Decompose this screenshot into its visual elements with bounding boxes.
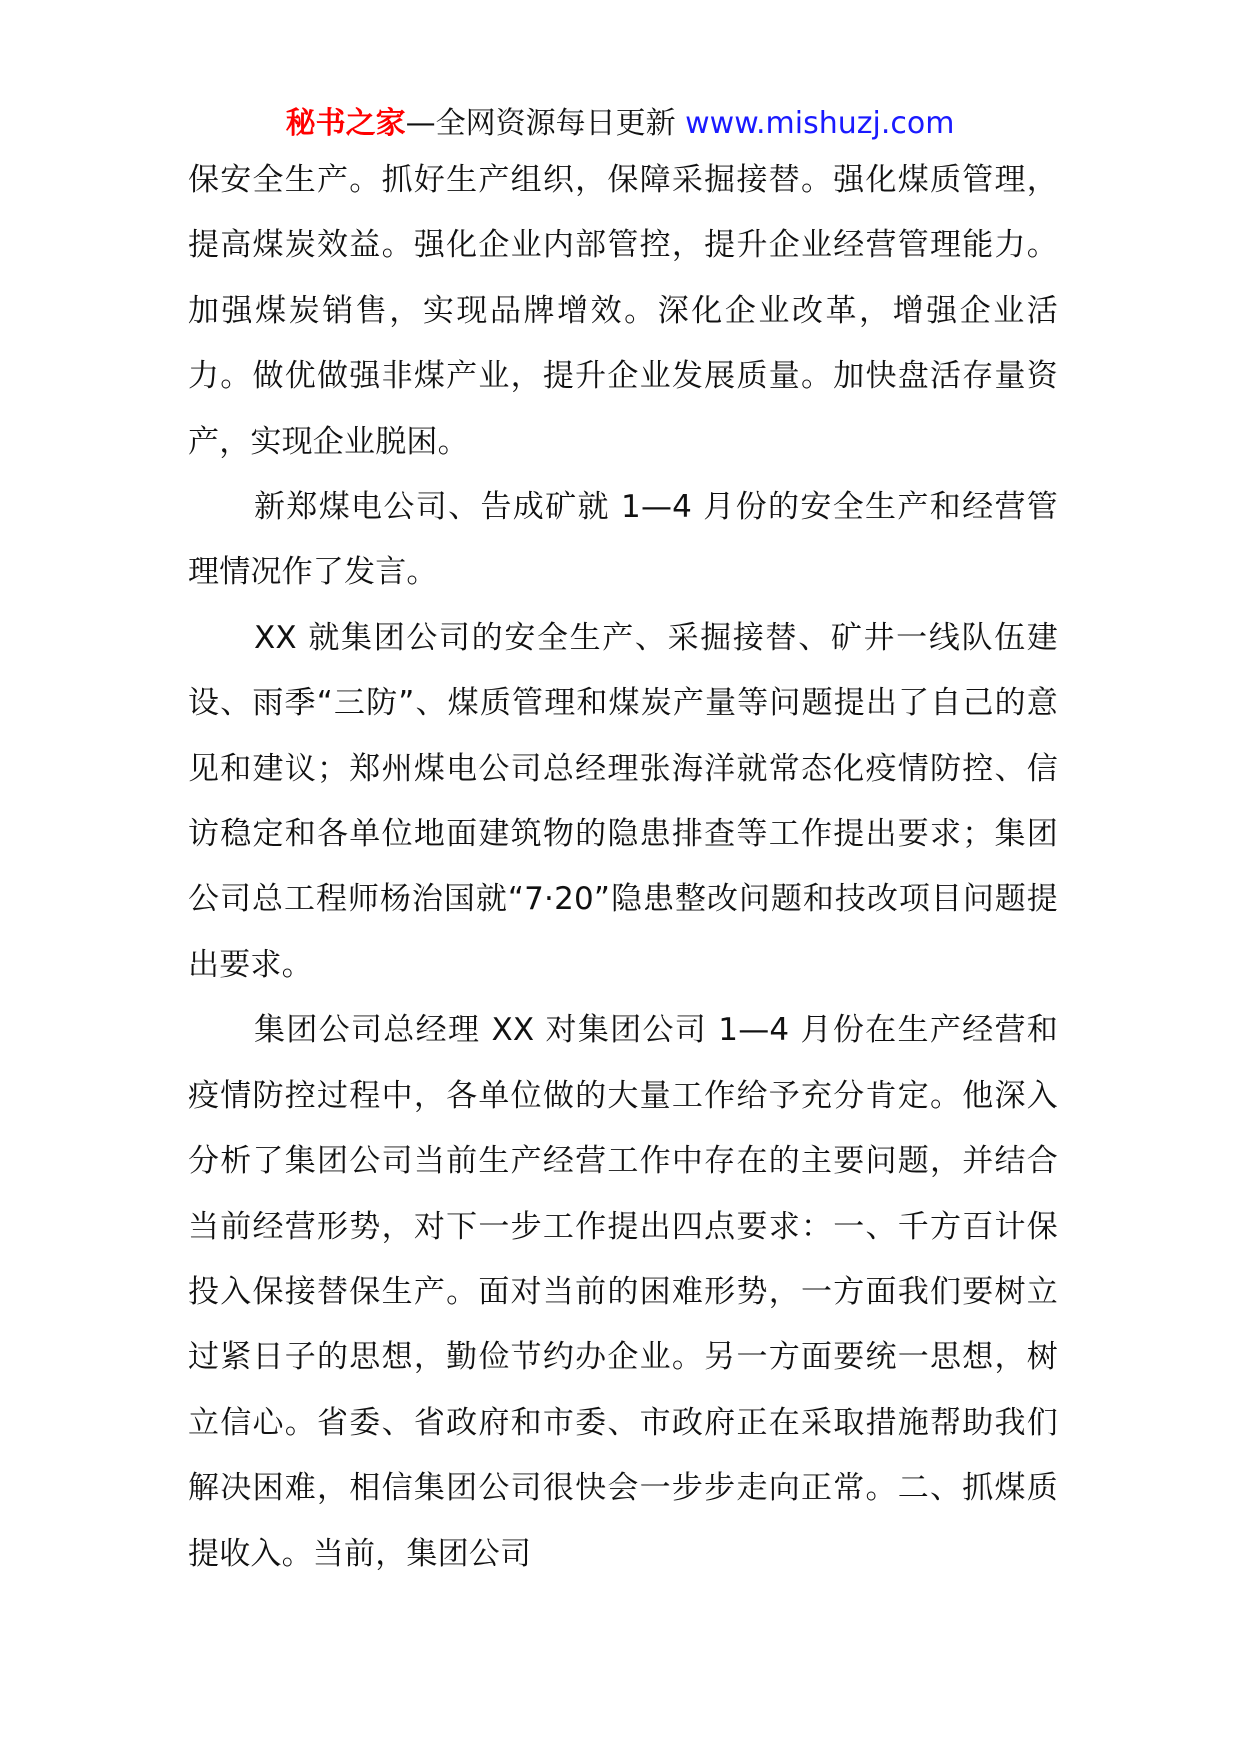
paragraph-opinions: XX 就集团公司的安全生产、采掘接替、矿井一线队伍建设、雨季“三防”、煤质管理和煤炭产量等问题提出了自己的意见和建议；郑州煤电公司总经理张海洋就常态化疫情防控、信访稳定和各单位地面建筑物的隐患排查等工作提出要求；集团公司总工程师杨治国就“7·20”隐患整改问题和技改项目问题提出要求。 [188,619,1058,983]
document-body [188,148,1058,1587]
site-url-link[interactable]: www.mishuzj.com [685,106,955,141]
paragraph-continuation: 保安全生产。抓好生产组织，保障采掘接替。强化煤质管理，提高煤炭效益。强化企业内部管控，提升企业经营管理能力。加强煤炭销售，实现品牌增效。深化企业改革，增强企业活力。做优做强非煤产业，提升企业发展质量。加快盘活存量资产，实现企业脱困。 [188,162,1058,460]
brand-name: 秘书之家 [285,106,406,141]
site-header [0,100,1240,148]
paragraph-speech-summary: 新郑煤电公司、告成矿就 1—4 月份的安全生产和经营管理情况作了发言。 [188,489,1058,591]
header-tagline: —全网资源每日更新 [405,106,686,141]
paragraph-general-manager: 集团公司总经理 XX 对集团公司 1—4 月份在生产经营和疫情防控过程中，各单位做的大量工作给予充分肯定。他深入分析了集团公司当前生产经营工作中存在的主要问题，并结合当前经营形势，对下一步工作提出四点要求：一、千方百计保投入保接替保生产。面对当前的困难形势，一方面我们要树立过紧日子的思想，勤俭节约办企业。另一方面要统一思想，树立信心。省委、省政府和市委、市政府正在采取措施帮助我们解决困难，相信集团公司很快会一步步走向正常。二、抓煤质提收入。当前，集团公司 [188,1012,1058,1572]
